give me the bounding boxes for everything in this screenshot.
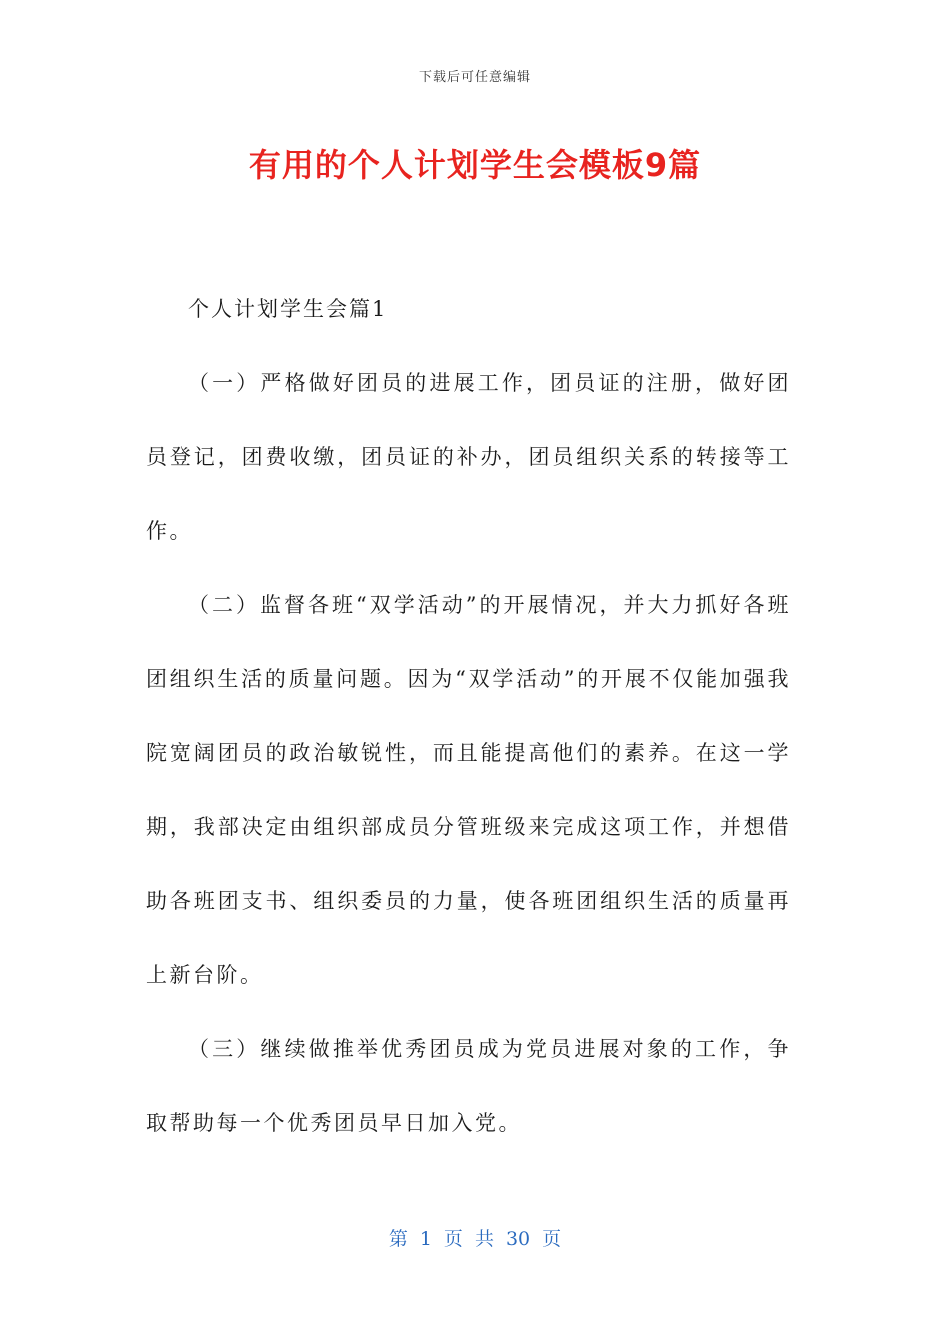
section-heading: 个人计划学生会篇1 bbox=[188, 297, 388, 321]
document-body bbox=[146, 272, 791, 1160]
page-footer bbox=[0, 1224, 950, 1251]
footer-prefix: 第 bbox=[388, 1228, 408, 1250]
footer-page-number: 1 bbox=[419, 1228, 432, 1250]
document-title: 有用的个人计划学生会模板9篇 bbox=[248, 146, 702, 184]
footer-total-pages: 30 bbox=[505, 1228, 531, 1250]
paragraph-1: （一）严格做好团员的进展工作，团员证的注册，做好团员登记，团费收缴，团员证的补办，团员组织关系的转接等工作。 bbox=[146, 371, 791, 543]
footer-suffix: 页 bbox=[542, 1228, 562, 1250]
footer-mid: 页 共 bbox=[443, 1228, 494, 1250]
header-note: 下载后可任意编辑 bbox=[418, 70, 531, 85]
paragraph-2: （二）监督各班“双学活动”的开展情况，并大力抓好各班团组织生活的质量问题。因为“双学活动”的开展不仅能加强我院宽阔团员的政治敏锐性，而且能提高他们的素养。在这一学期，我部决定由组织部成员分管班级来完成这项工作，并想借助各班团支书、组织委员的力量，使各班团组织生活的质量再上新台阶。 bbox=[146, 593, 791, 987]
paragraph-3: （三）继续做推举优秀团员成为党员进展对象的工作，争取帮助每一个优秀团员早日加入党。 bbox=[146, 1037, 791, 1135]
